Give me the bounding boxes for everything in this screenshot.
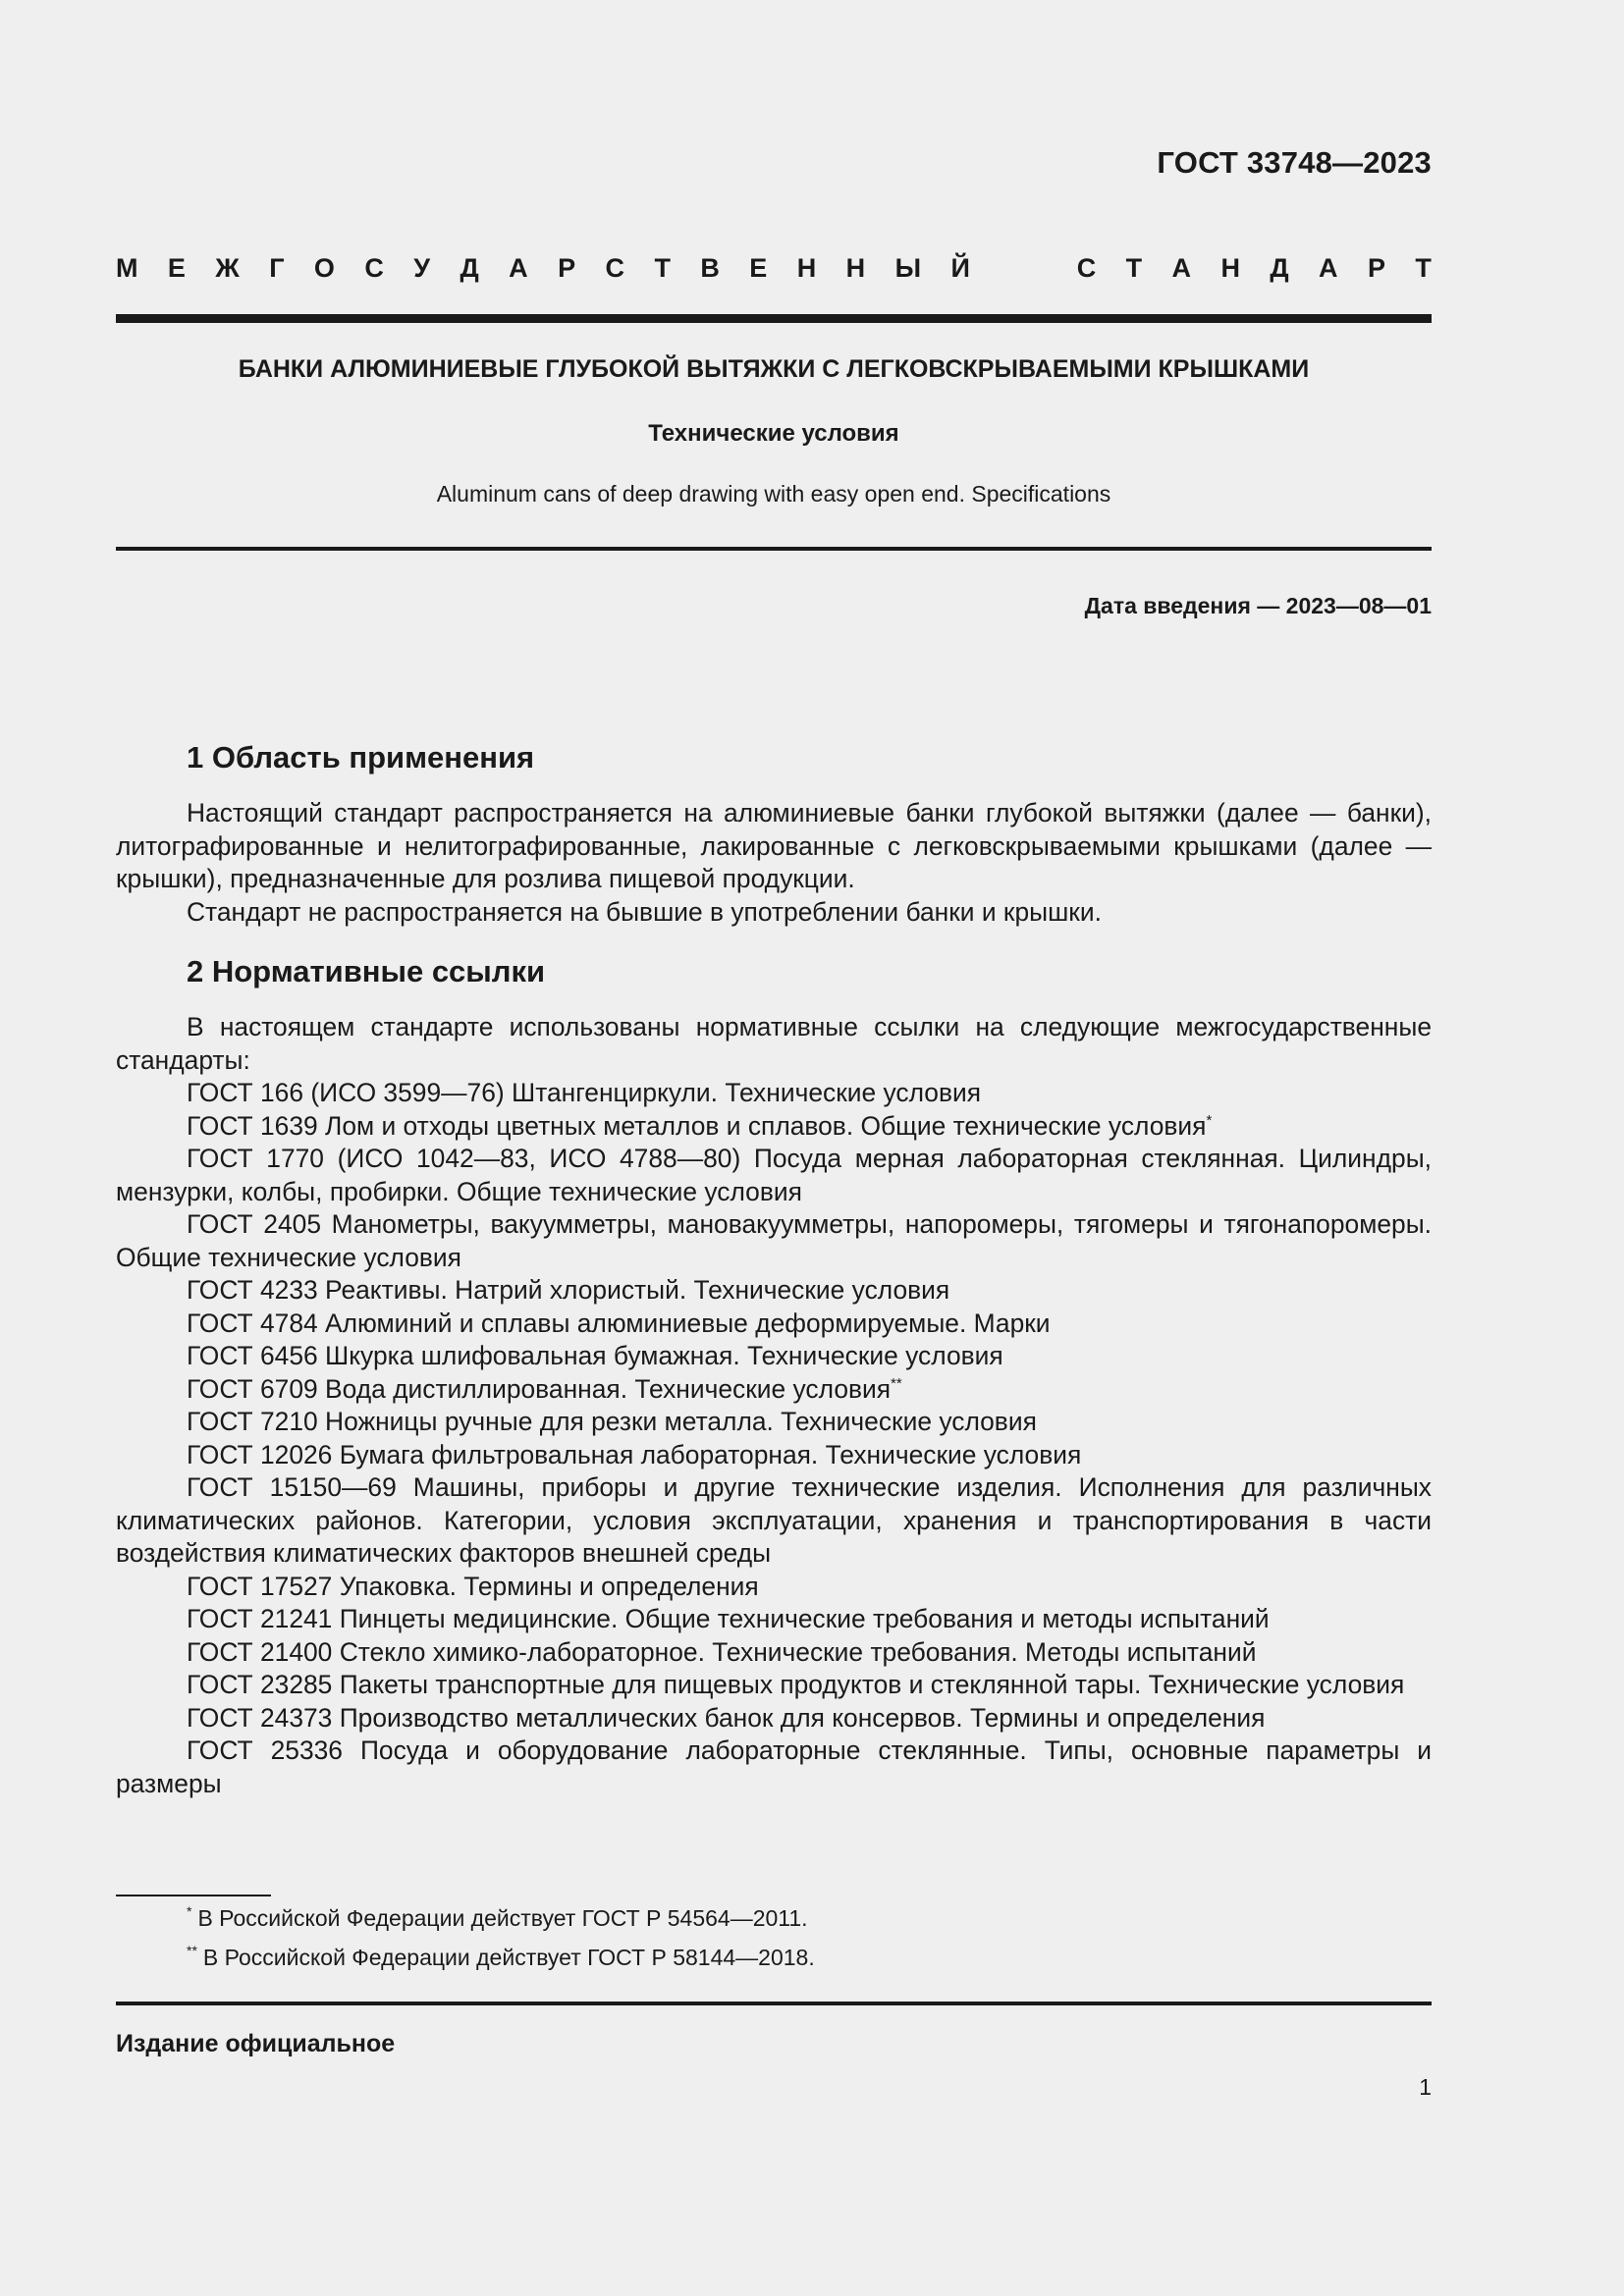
document-number: ГОСТ 33748—2023 — [1157, 145, 1432, 180]
type-letter: Ы — [894, 253, 922, 283]
reference-item: ГОСТ 4233 Реактивы. Натрий хлористый. Технические условия — [187, 1275, 950, 1305]
reference-item: ГОСТ 1639 Лом и отходы цветных металлов и сплавов. Общие технические условия* — [187, 1110, 1213, 1141]
page-number: 1 — [1419, 2074, 1432, 2100]
type-letter: С — [364, 253, 384, 283]
reference-item: ГОСТ 7210 Ножницы ручные для резки металла. Технические условия — [187, 1407, 1037, 1436]
reference-item: ГОСТ 21241 Пинцеты медицинские. Общие технические требования и методы испытаний — [187, 1604, 1270, 1633]
footer-divider — [116, 2002, 1432, 2005]
document-type-label — [116, 253, 1432, 284]
type-letter: С — [1076, 253, 1097, 283]
type-letter: Е — [749, 253, 768, 283]
type-letter: А — [1171, 253, 1192, 283]
document-title: БАНКИ АЛЮМИНИЕВЫЕ ГЛУБОКОЙ ВЫТЯЖКИ С ЛЕГКОВСКРЫВАЕМЫМИ КРЫШКАМИ — [238, 355, 1310, 383]
header-divider — [116, 314, 1432, 323]
footnotes — [187, 1898, 815, 1977]
type-letter: Й — [950, 253, 970, 283]
type-letter: Р — [1367, 253, 1385, 283]
section-heading-scope: 1 Область применения — [187, 740, 535, 774]
section-heading-references: 2 Нормативные ссылки — [187, 954, 546, 988]
reference-item: ГОСТ 1770 (ИСО 1042—83, ИСО 4788—80) Посуда мерная лабораторная стеклянная. Цилиндры, мензурки, колбы, пробирки. Общие технические условия — [116, 1144, 1432, 1206]
type-letter: Т — [654, 253, 671, 283]
reference-item: ГОСТ 17527 Упаковка. Термины и определения — [187, 1571, 759, 1601]
type-letter: Н — [796, 253, 817, 283]
type-letter: М — [116, 253, 138, 283]
reference-item: ГОСТ 4784 Алюминий и сплавы алюминиевые деформируемые. Марки — [187, 1308, 1051, 1338]
footnote: ** В Российской Федерации действует ГОСТ Р 58144—2018. — [187, 1943, 815, 1970]
document-page — [116, 0, 1432, 2296]
type-letter: С — [605, 253, 625, 283]
type-letter: Г — [269, 253, 285, 283]
document-body — [116, 736, 1432, 1800]
type-letter: В — [700, 253, 720, 283]
type-letter: А — [1319, 253, 1338, 283]
reference-item: ГОСТ 2405 Манометры, вакуумметры, мановакуумметры, напоромеры, тягомеры и тягонапоромеры. Общие технические условия — [116, 1209, 1432, 1272]
paragraph: Стандарт не распространяется на бывшие в употреблении банки и крышки. — [187, 896, 1102, 927]
type-letter: Р — [558, 253, 576, 283]
reference-item: ГОСТ 166 (ИСО 3599—76) Штангенциркули. Технические условия — [187, 1078, 982, 1107]
reference-item: ГОСТ 6709 Вода дистиллированная. Технические условия** — [187, 1373, 902, 1404]
type-letter: Т — [1415, 253, 1432, 283]
type-letter: А — [509, 253, 528, 283]
reference-item: ГОСТ 25336 Посуда и оборудование лабораторные стеклянные. Типы, основные параметры и размеры — [116, 1735, 1432, 1798]
type-letter: Ж — [215, 253, 240, 283]
reference-item: ГОСТ 23285 Пакеты транспортные для пищевых продуктов и стеклянной тары. Технические условия — [187, 1670, 1405, 1699]
type-letter: Т — [1125, 253, 1143, 283]
reference-item: ГОСТ 15150—69 Машины, приборы и другие технические изделия. Исполнения для различных климатических районов. Категории, условия эксплуатации, хранения и транспортирования в части воздействия климатических факторов внешней среды — [116, 1472, 1432, 1568]
type-letter: Н — [1220, 253, 1240, 283]
footnote-marker: ** — [891, 1374, 902, 1392]
footnote: * В Российской Федерации действует ГОСТ Р 54564—2011. — [187, 1903, 808, 1931]
edition-label: Издание официальное — [116, 2030, 396, 2057]
document-subtitle: Технические условия — [648, 420, 899, 447]
reference-item: ГОСТ 24373 Производство металлических банок для консервов. Термины и определения — [187, 1702, 1266, 1733]
document-title-english: Aluminum cans of deep drawing with easy open end. Specifications — [436, 481, 1111, 507]
type-letter: Д — [1270, 253, 1289, 283]
title-divider — [116, 547, 1432, 551]
effective-date: Дата введения — 2023—08—01 — [1084, 593, 1432, 618]
reference-item: ГОСТ 21400 Стекло химико-лабораторное. Технические требования. Методы испытаний — [187, 1636, 1257, 1667]
type-letter: Н — [845, 253, 866, 283]
paragraph: Настоящий стандарт распространяется на алюминиевые банки глубокой вытяжки (далее — банки), литографированные и нелитографированные, лакированные с легковскрываемыми крышками (далее — крышки), предназначенные для розлива пищевой продукции. — [116, 798, 1432, 893]
reference-item: ГОСТ 6456 Шкурка шлифовальная бумажная. Технические условия — [187, 1341, 1003, 1370]
reference-item: ГОСТ 12026 Бумага фильтровальная лабораторная. Технические условия — [187, 1439, 1082, 1469]
type-letter: Д — [460, 253, 479, 283]
type-letter: У — [413, 253, 431, 283]
paragraph: В настоящем стандарте использованы нормативные ссылки на следующие межгосударственные стандарты: — [116, 1012, 1432, 1075]
type-letter: Е — [167, 253, 186, 283]
footnote-divider — [116, 1895, 271, 1896]
word-gap — [1000, 253, 1047, 284]
footnote-marker: * — [1206, 1111, 1213, 1129]
type-letter: О — [313, 253, 335, 283]
